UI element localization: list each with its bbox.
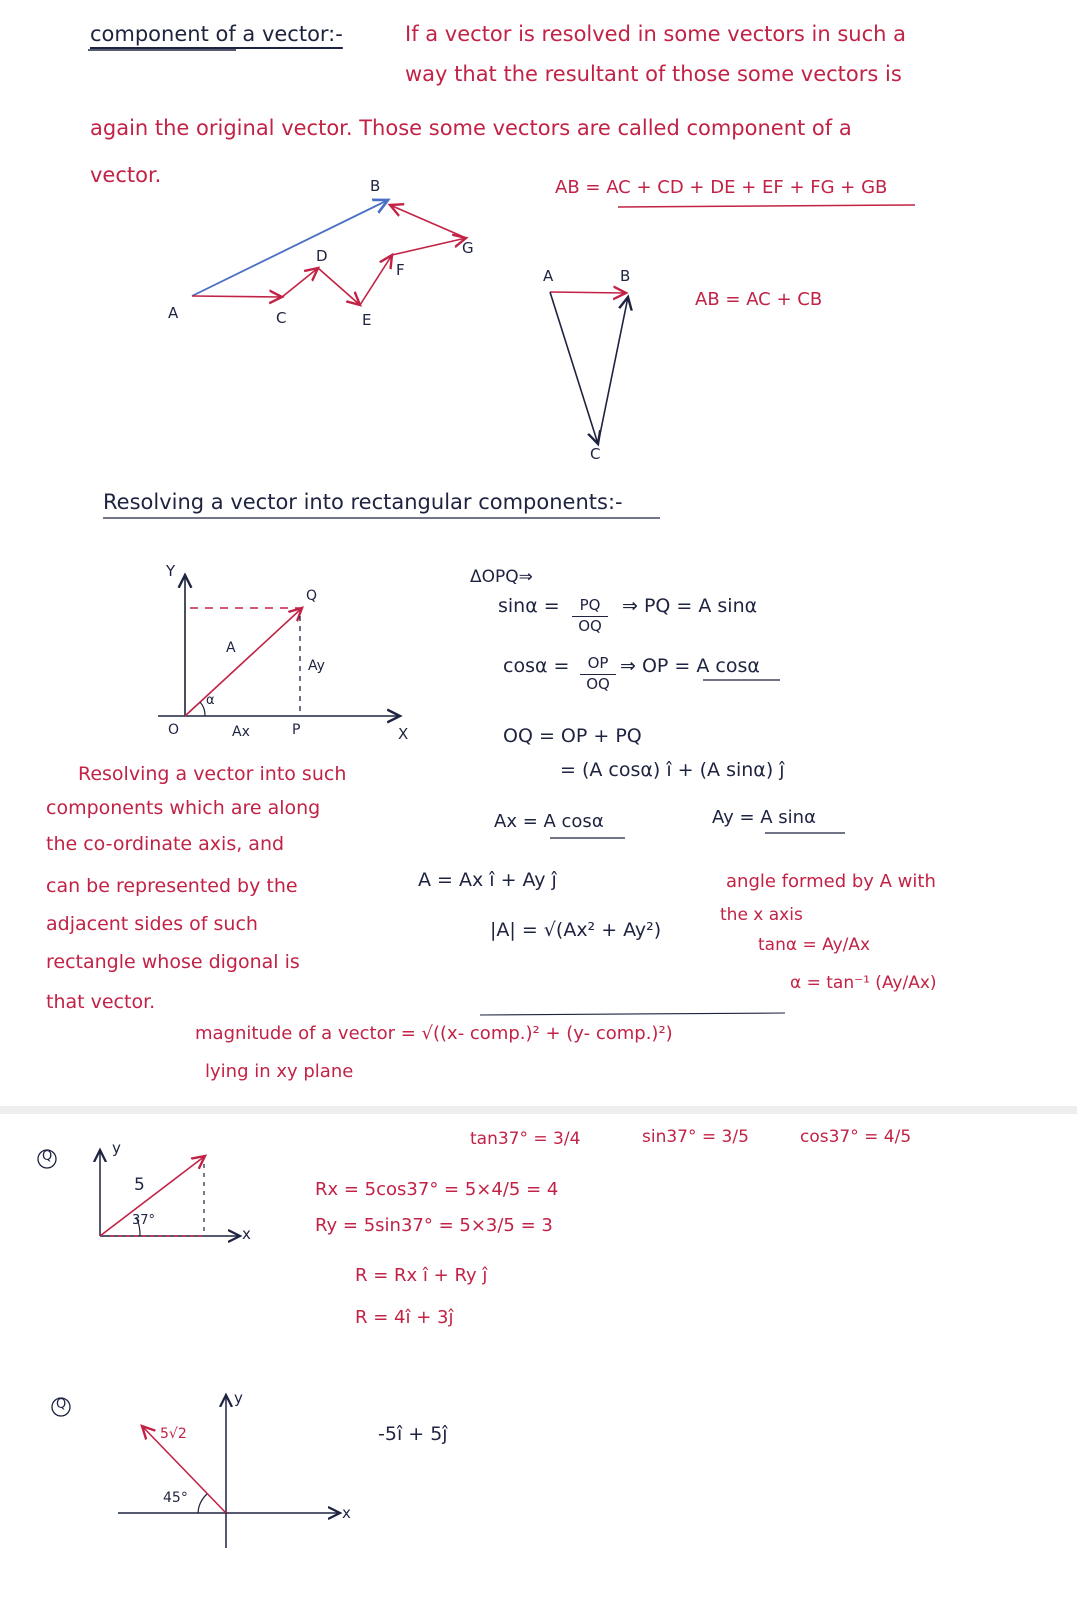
- r-definition: R = Rx î + Ry ĵ: [355, 1265, 488, 1286]
- definition-line-2: way that the resultant of those some vectors is: [405, 62, 902, 86]
- axis-x-label: X: [398, 725, 409, 743]
- ex1-magnitude-label: 5: [134, 1175, 145, 1195]
- example2-marker: Q: [56, 1397, 67, 1412]
- resolving-heading: Resolving a vector into rectangular components:-: [103, 490, 623, 514]
- ex1-x-label: x: [242, 1225, 251, 1243]
- desc-line-4: can be represented by the: [46, 875, 298, 897]
- sin-fraction: [572, 596, 608, 636]
- cos-denominator: OQ: [586, 674, 610, 693]
- rx-equation: Rx = 5cos37° = 5×4/5 = 4: [315, 1179, 559, 1200]
- ex2-y-label: y: [234, 1389, 243, 1407]
- triangle-law-equation: AB = AC + CB: [695, 289, 823, 310]
- axis-y-label: Y: [166, 562, 176, 580]
- label-d: D: [316, 247, 328, 265]
- label-g: G: [462, 239, 474, 257]
- triangle-law-diagram: [550, 292, 628, 444]
- ex2-angle-label: 45°: [163, 1490, 188, 1506]
- desc-line-2: components which are along: [46, 797, 321, 819]
- example2-answer: -5î + 5ĵ: [378, 1423, 448, 1445]
- sin-result: ⇒ PQ = A sinα: [622, 595, 758, 617]
- desc-line-5: adjacent sides of such: [46, 913, 258, 935]
- label-a: A: [168, 304, 179, 322]
- component-ay-label: Ay: [308, 658, 325, 674]
- label-e: E: [362, 311, 372, 329]
- polygon-law-equation: AB = AC + CD + DE + EF + FG + GB: [555, 177, 888, 198]
- example2-diagram: [52, 1395, 340, 1548]
- desc-line-1: Resolving a vector into such: [78, 763, 347, 785]
- angle-line-1: angle formed by A with: [726, 871, 936, 892]
- cos-lhs: cosα =: [503, 655, 570, 677]
- tri-label-b: B: [620, 267, 631, 285]
- point-q-label: Q: [306, 588, 318, 604]
- angle-line-4: α = tan⁻¹ (Ay/Ax): [790, 973, 937, 993]
- ex1-angle-label: 37°: [132, 1213, 156, 1228]
- label-f: F: [396, 261, 405, 279]
- polygon-law-diagram: [192, 200, 466, 305]
- sin-lhs: sinα =: [498, 595, 560, 617]
- component-heading: component of a vector:-: [90, 22, 343, 46]
- desc-line-3: the co-ordinate axis, and: [46, 833, 285, 855]
- tan-value: tan37° = 3/4: [470, 1129, 581, 1149]
- ry-equation: Ry = 5sin37° = 5×3/5 = 3: [315, 1215, 553, 1236]
- definition-line-1: If a vector is resolved in some vectors in such a: [405, 22, 906, 46]
- tri-label-a: A: [543, 267, 554, 285]
- oq-expansion: = (A cosα) î + (A sinα) ĵ: [560, 759, 785, 781]
- a-vector-equation: A = Ax î + Ay ĵ: [418, 869, 557, 891]
- triangle-opq: ΔOPQ⇒: [470, 567, 533, 587]
- magnitude-note-line-2: lying in xy plane: [205, 1061, 354, 1082]
- cos-fraction: [580, 654, 616, 694]
- definition-line-3: again the original vector. Those some vectors are called component of a: [90, 116, 852, 140]
- definition-line-4: vector.: [90, 163, 162, 187]
- ax-equation: Ax = A cosα: [494, 811, 604, 832]
- cos-result: ⇒ OP = A cosα: [620, 655, 760, 677]
- ay-equation: Ay = A sinα: [712, 807, 816, 828]
- label-c: C: [276, 309, 287, 327]
- angle-line-2: the x axis: [720, 905, 803, 925]
- angle-line-3: tanα = Ay/Ax: [758, 935, 871, 955]
- vector-a-label: A: [226, 640, 236, 656]
- example1-marker: Q: [42, 1149, 53, 1164]
- ex2-x-label: x: [342, 1504, 351, 1522]
- a-magnitude-equation: |A| = √(Ax² + Ay²): [490, 919, 662, 941]
- label-b: B: [370, 177, 381, 195]
- cos-numerator: OP: [580, 654, 616, 675]
- ex1-y-label: y: [112, 1139, 121, 1157]
- angle-alpha-label: α: [206, 693, 215, 708]
- rectangular-components-diagram: [158, 575, 400, 716]
- cos-value: cos37° = 4/5: [800, 1127, 912, 1147]
- origin-label: O: [168, 722, 180, 738]
- resultant-vector-ab: [192, 200, 388, 296]
- section-divider: [0, 1106, 1077, 1114]
- tri-label-c: C: [590, 445, 601, 463]
- point-p-label: P: [292, 722, 301, 738]
- magnitude-note-line-1: magnitude of a vector = √((x- comp.)² + (y- comp.)²): [195, 1023, 673, 1044]
- sin-value: sin37° = 3/5: [642, 1127, 749, 1147]
- sin-denominator: OQ: [578, 616, 602, 635]
- r-result: R = 4î + 3ĵ: [355, 1307, 454, 1328]
- oq-equation: OQ = OP + PQ: [503, 725, 642, 747]
- ex2-magnitude-label: 5√2: [160, 1426, 187, 1442]
- component-ax-label: Ax: [232, 724, 250, 740]
- sin-numerator: PQ: [572, 596, 608, 617]
- desc-line-7: that vector.: [46, 991, 156, 1013]
- desc-line-6: rectangle whose digonal is: [46, 951, 300, 973]
